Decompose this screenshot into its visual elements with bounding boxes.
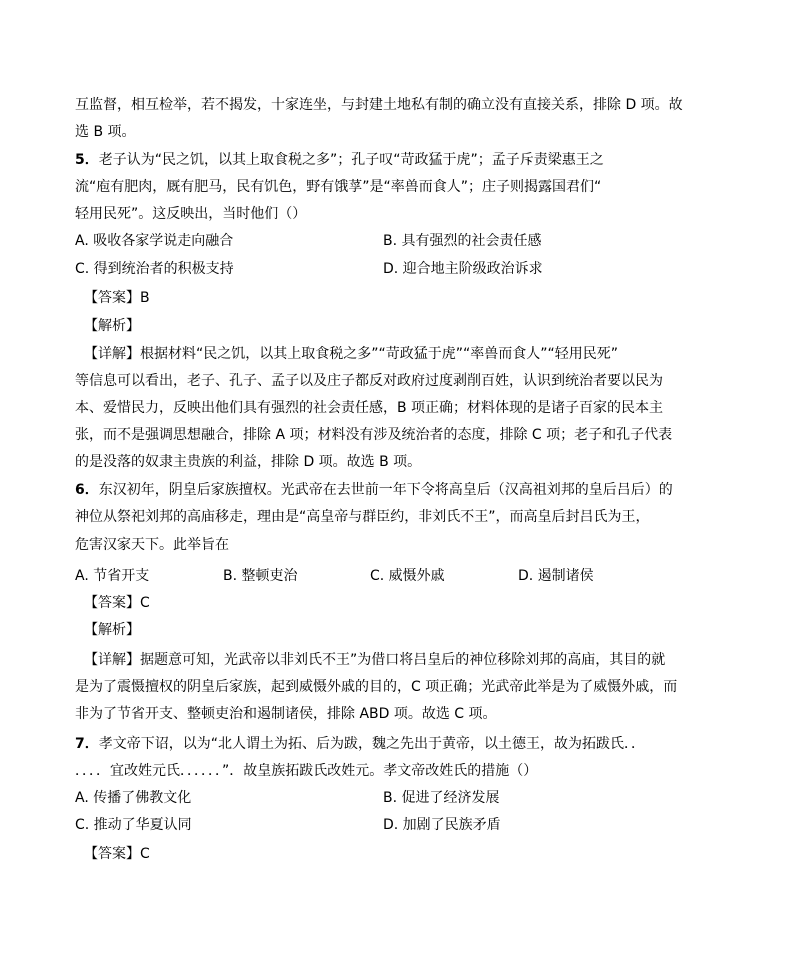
q7-option-d: D. 加剧了民族矛盾: [383, 817, 501, 833]
q5-stem-line-2: 流“庖有肥肉，厩有肥马，民有饥色，野有饿莩”是“率兽而食人”；庄子则揭露国君们“: [75, 179, 602, 195]
q6-option-a: A. 节省开支: [75, 568, 150, 584]
q5-analysis-heading: 【解析】: [84, 318, 140, 334]
q7-option-b: B. 促进了经济发展: [383, 790, 500, 806]
q7-number: 7．: [75, 736, 99, 752]
q7-option-c: C. 推动了华夏认同: [75, 817, 192, 833]
q5-option-b: B. 具有强烈的社会责任感: [383, 233, 542, 249]
q5-detail-line-4: 张，而不是强调思想融合，排除 A 项；材料没有涉及统治者的态度，排除 C 项；老子和孔子代表: [75, 427, 673, 443]
q7-stem-line-1: [75, 735, 773, 753]
q7-answer: 【答案】C: [84, 846, 150, 862]
q5-stem-line-1: [75, 151, 773, 169]
q5-detail-line-3: 本、爱惜民力，反映出他们具有强烈的社会责任感，B 项正确；材料体现的是诸子百家的民本主: [75, 400, 664, 416]
q6-option-c: C. 威慑外戚: [370, 568, 445, 584]
q6-detail-line-1: 【详解】据题意可知，光武帝以非刘氏不王”为借口将吕皇后的神位移除刘邦的高庙，其目的就: [84, 652, 666, 668]
q6-detail-line-3: 非为了节省开支、整顿吏治和遏制诸侯，排除 ABD 项。故选 C 项。: [75, 706, 497, 722]
q6-answer: 【答案】C: [84, 595, 150, 611]
q6-analysis-heading: 【解析】: [84, 622, 140, 638]
q5-detail-line-1: 【详解】根据材料“民之饥，以其上取食税之多”“苛政猛于虎”“率兽而食人”“轻用民死”: [84, 346, 619, 362]
q5-stem-line-3: 轻用民死”。这反映出，当时他们（）: [75, 206, 307, 222]
q6-option-d: D. 遏制诸侯: [518, 568, 594, 584]
q5-number: 5．: [75, 152, 99, 168]
q6-option-b: B. 整顿吏治: [223, 568, 298, 584]
q6-stem-text-1: 东汉初年，阴皇后家族擅权。光武帝在去世前一年下令将高皇后（汉高祖刘邦的皇后吕后）的: [98, 482, 673, 498]
continuation-line-1: 互监督，相互检举，若不揭发，十家连坐，与封建土地私有制的确立没有直接关系，排除 D 项。故: [75, 97, 683, 113]
q6-number: 6．: [75, 482, 99, 498]
q6-stem-line-1: [75, 481, 773, 499]
q5-stem-text-1: 老子认为“民之饥，以其上取食税之多”；孔子叹“苛政猛于虎”；孟子斥责梁惠王之: [98, 152, 604, 168]
q7-stem-text-1: 孝文帝下诏，以为“北人谓土为拓、后为跋，魏之先出于黄帝，以土德王，故为拓跋氏．．: [98, 736, 646, 752]
q6-stem-line-3: 危害汉家天下。此举旨在: [75, 537, 229, 553]
q7-option-a: A. 传播了佛教文化: [75, 790, 192, 806]
q5-detail-line-5: 的是没落的奴隶主贵族的利益，排除 D 项。故选 B 项。: [75, 454, 422, 470]
q5-answer: 【答案】B: [84, 290, 150, 306]
q7-stem-line-2: ．．．．宜改姓元氏．．．．．．”．故皇族拓跋氏改姓元。孝文帝改姓氏的措施（）: [75, 763, 538, 779]
q6-detail-line-2: 是为了震慑擅权的阴皇后家族，起到威慑外戚的目的，C 项正确；光武帝此举是为了威慑外戚，而: [75, 679, 678, 695]
q5-detail-line-2: 等信息可以看出，老子、孔子、孟子以及庄子都反对政府过度剥削百姓，认识到统治者要以民为: [75, 373, 663, 389]
q5-option-d: D. 迎合地主阶级政治诉求: [383, 261, 543, 277]
continuation-line-2: 选 B 项。: [75, 124, 136, 140]
q5-option-c: C. 得到统治者的积极支持: [75, 261, 234, 277]
q6-stem-line-2: 神位从祭祀刘邦的高庙移走，理由是“高皇帝与群臣约，非刘氏不王”，而高皇后封吕氏为王，: [75, 509, 650, 525]
q5-option-a: A. 吸收各家学说走向融合: [75, 233, 234, 249]
